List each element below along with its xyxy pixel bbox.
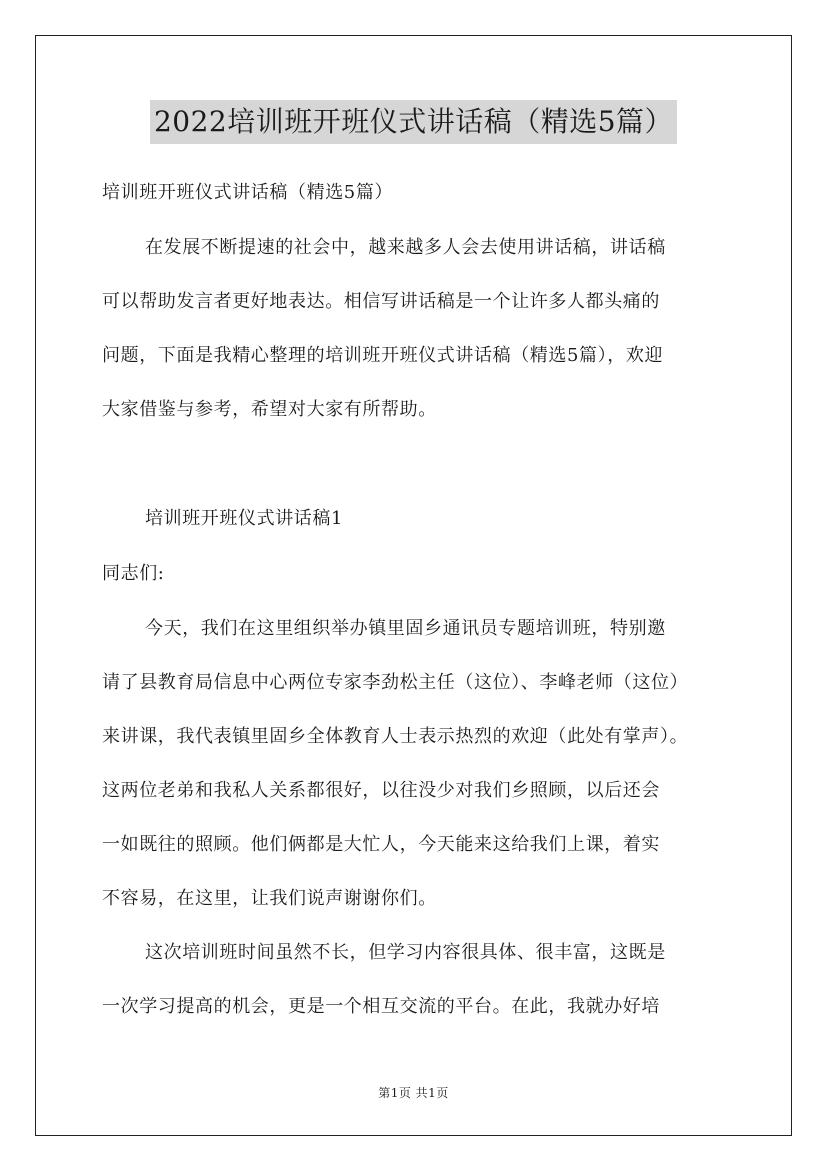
body-line-4: 这两位老弟和我私人关系都很好，以往没少对我们乡照顾，以后还会 (102, 780, 660, 801)
body-line-5: 一如既往的照顾。他们俩都是大忙人，今天能来这给我们上课，着实 (102, 834, 660, 855)
page-footer: 第1页 共1页 (378, 1086, 449, 1100)
intro-line-3: 问题，下面是我精心整理的培训班开班仪式讲话稿（精选5篇），欢迎 (102, 345, 664, 366)
title-container (0, 100, 827, 144)
greeting: 同志们: (102, 563, 165, 584)
body-line-6: 不容易，在这里，让我们说声谢谢你们。 (102, 888, 437, 909)
document-subtitle: 培训班开班仪式讲话稿（精选5篇） (102, 182, 394, 203)
body-line-1: 今天，我们在这里组织举办镇里固乡通讯员专题培训班，特别邀 (145, 618, 666, 639)
intro-line-2: 可以帮助发言者更好地表达。相信写讲话稿是一个让许多人都头痛的 (102, 291, 660, 312)
intro-line-4: 大家借鉴与参考，希望对大家有所帮助。 (102, 399, 437, 420)
section-heading: 培训班开班仪式讲话稿1 (145, 508, 344, 529)
document-title: 2022培训班开班仪式讲话稿（精选5篇） (150, 100, 677, 144)
intro-line-1: 在发展不断提速的社会中，越来越多人会去使用讲话稿，讲话稿 (145, 237, 666, 258)
body-line-3: 来讲课，我代表镇里固乡全体教育人士表示热烈的欢迎（此处有掌声）。 (102, 726, 689, 747)
body-line-7: 这次培训班时间虽然不长，但学习内容很具体、很丰富，这既是 (145, 942, 666, 963)
body-line-8: 一次学习提高的机会，更是一个相互交流的平台。在此，我就办好培 (102, 996, 660, 1017)
body-line-2: 请了县教育局信息中心两位专家李劲松主任（这位）、李峰老师（这位） (102, 672, 689, 693)
